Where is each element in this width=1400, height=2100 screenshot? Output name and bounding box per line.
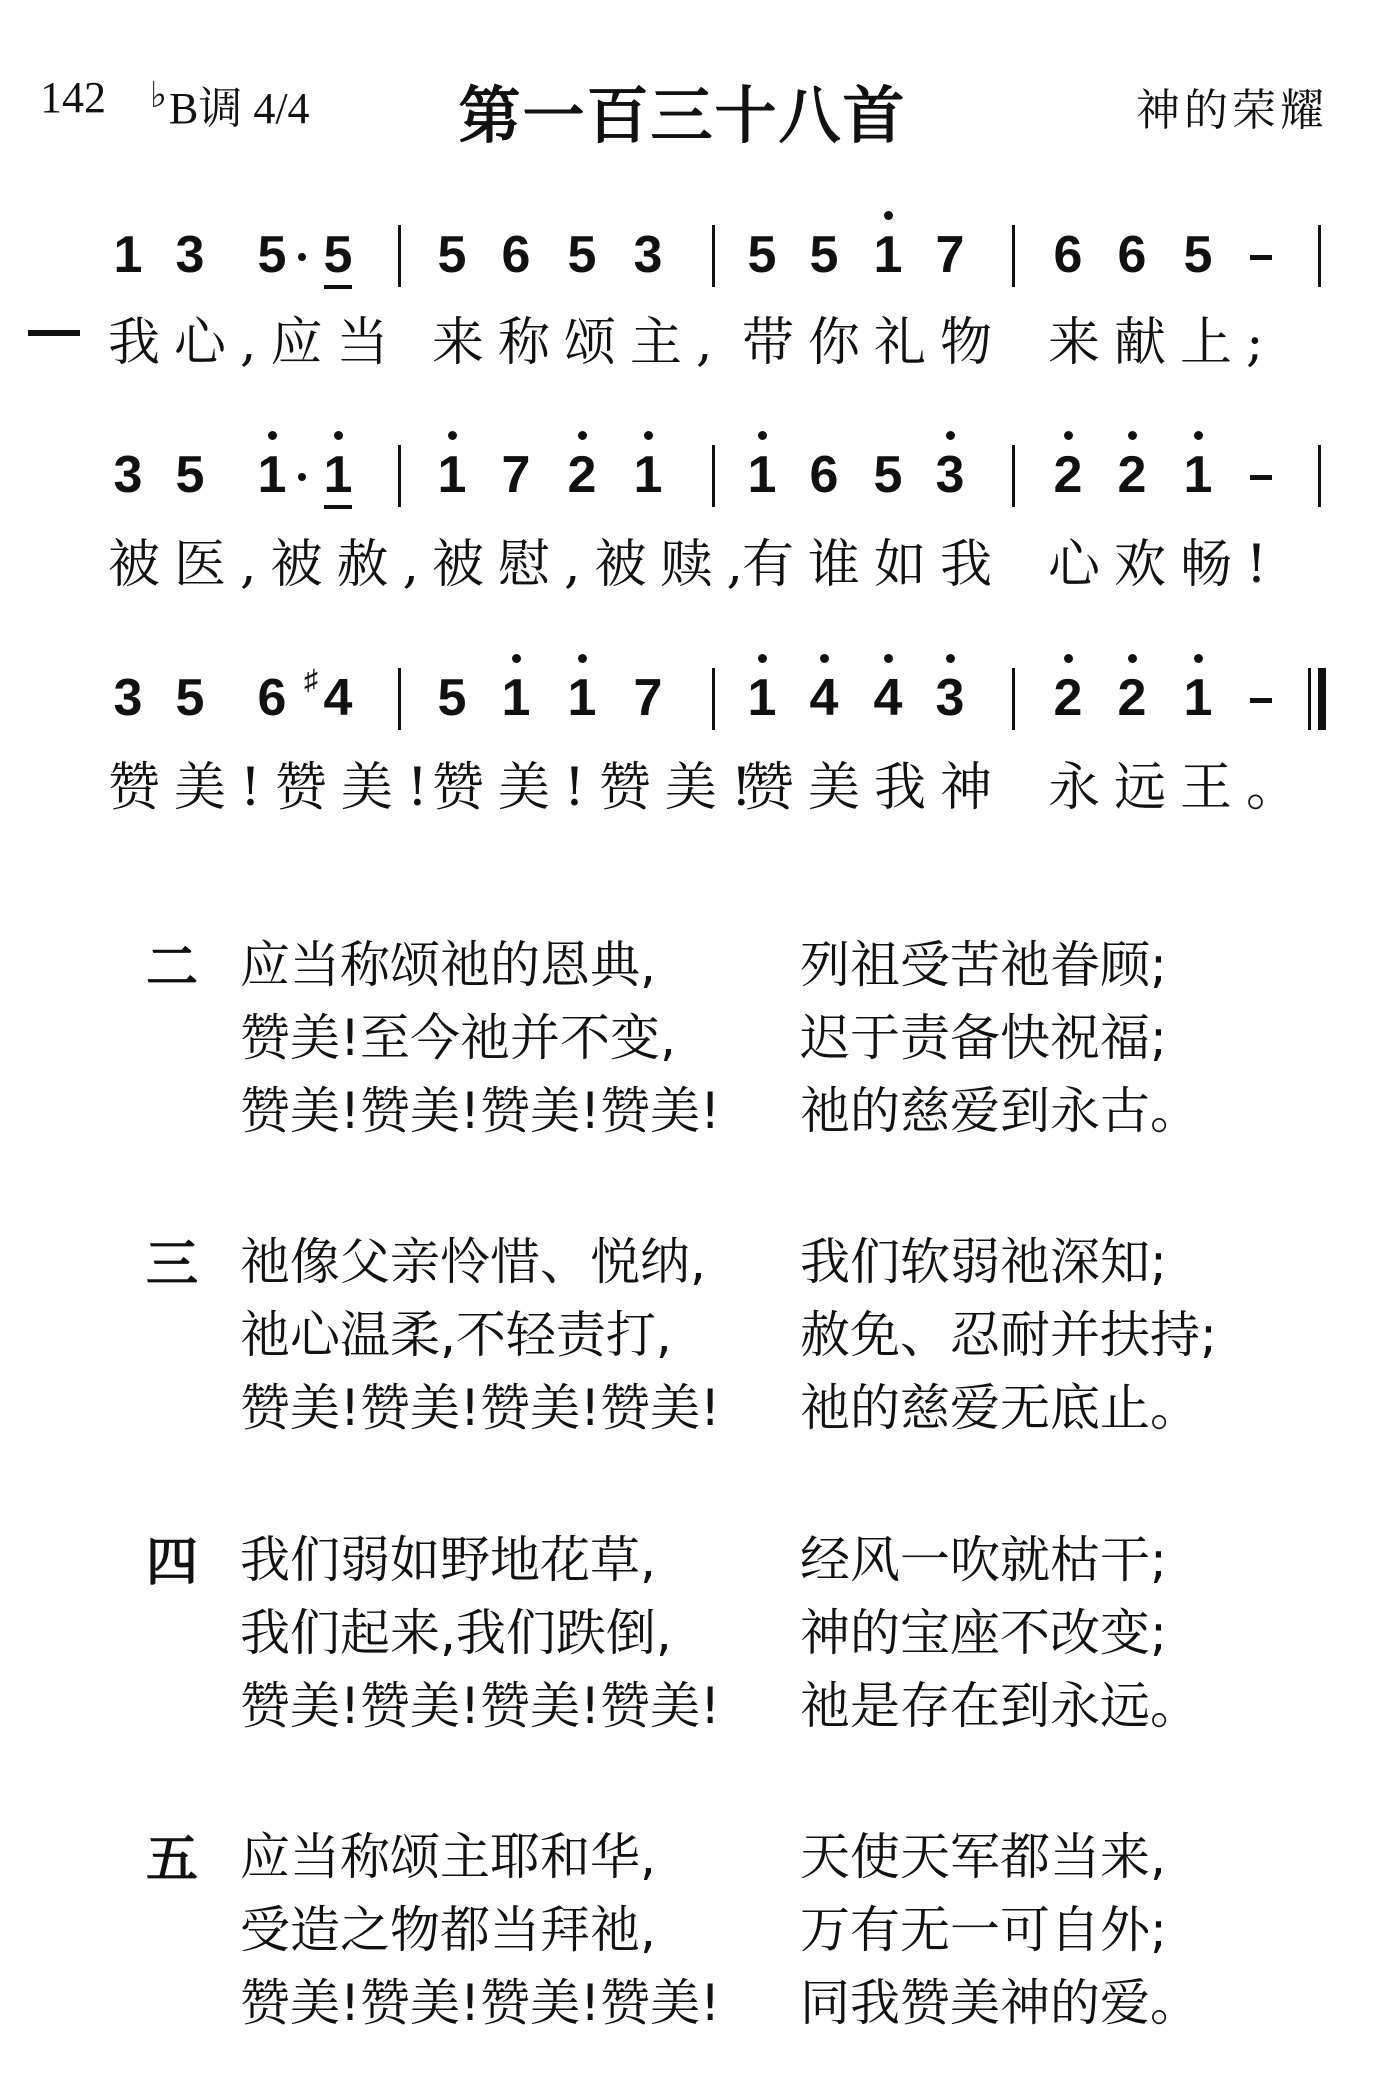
stanza-line: 应当称颂祂的恩典,	[240, 936, 656, 994]
note: 5	[1183, 226, 1213, 284]
note: 2	[1048, 668, 1088, 728]
note: 2	[1112, 668, 1152, 728]
barline	[398, 225, 401, 287]
note: 2	[1048, 445, 1088, 505]
barline	[1012, 668, 1015, 730]
hold-dash	[1250, 475, 1272, 480]
stanza-line: 万有无一可自外;	[800, 1901, 1167, 1959]
stanza-number: 四	[146, 1533, 199, 1593]
note: 1	[742, 445, 782, 505]
stanza-line: 同我赞美神的爱。	[800, 1974, 1200, 2032]
barline	[712, 445, 715, 507]
stanza-number: 二	[146, 938, 199, 998]
flat-symbol: ♭	[150, 75, 167, 115]
stanza-line: 列祖受苦祂眷顾;	[800, 936, 1167, 994]
note: 3	[930, 445, 970, 505]
note: 7	[501, 446, 531, 504]
note: ♯ 4	[318, 668, 358, 728]
key-and-time: B调 4/4	[168, 84, 310, 133]
note: 1	[496, 668, 536, 728]
stanza-line: 赞美!赞美!赞美!赞美!	[240, 1379, 721, 1437]
note: 5	[747, 226, 777, 284]
stanza-line: 赞美!赞美!赞美!赞美!	[240, 1082, 721, 1140]
note: 5	[437, 669, 467, 727]
stanza-line: 天使天军都当来,	[800, 1828, 1166, 1886]
note: 1	[432, 445, 472, 505]
stanza-line: 应当称颂主耶和华,	[240, 1828, 656, 1886]
note: 1	[1178, 445, 1218, 505]
note: 5	[873, 446, 903, 504]
barline	[712, 225, 715, 287]
lyric-line-3b: 赞美!赞美!	[432, 758, 766, 818]
stanza-line: 赞美!至今祂并不变,	[240, 1009, 676, 1067]
note: 6	[809, 446, 839, 504]
lyric-line-3d: 永远王。	[1048, 758, 1313, 818]
note: 3	[175, 226, 205, 284]
lyric-line-3a: 赞美!赞美!	[108, 758, 442, 818]
lyric-line-2d: 心欢畅!	[1048, 535, 1281, 595]
lyric-line-3c: 赞美我神	[742, 758, 1007, 818]
barline	[398, 668, 401, 730]
stanza-line: 我们起来,我们跌倒,	[240, 1604, 672, 1662]
page-number: 142	[40, 73, 106, 122]
dotted-rhythm	[298, 253, 306, 261]
barline	[712, 668, 715, 730]
note: 5	[175, 446, 205, 504]
lyric-line-2a: 被医,被赦,	[108, 535, 434, 595]
stanza-line: 我们软弱祂深知;	[800, 1233, 1167, 1291]
stanza-line: 祂的慈爱到永古。	[800, 1082, 1200, 1140]
stanza-line: 受造之物都当拜祂,	[240, 1901, 656, 1959]
lyric-line-2c: 有谁如我	[742, 535, 1007, 595]
note: 2	[1112, 445, 1152, 505]
note: 3	[113, 446, 143, 504]
verse-one-marker	[28, 330, 80, 336]
hymn-title: 第一百三十八首	[458, 79, 907, 152]
lyric-line-1d: 来献上;	[1048, 313, 1278, 373]
lyric-line-1b: 来称颂主,	[432, 313, 727, 373]
stanza-line: 祂心温柔,不轻责打,	[240, 1306, 672, 1364]
stanza-line: 祂的慈爱无底止。	[800, 1379, 1200, 1437]
note: 6	[257, 669, 287, 727]
note: 6	[501, 226, 531, 284]
note: 1	[1178, 668, 1218, 728]
note: 4	[804, 668, 844, 728]
stanza-line: 赞美!赞美!赞美!赞美!	[240, 1974, 721, 2032]
stanza-line: 神的宝座不改变;	[800, 1604, 1167, 1662]
barline	[1012, 225, 1015, 287]
lyric-line-1a: 我心,应当	[108, 313, 403, 373]
note: 3	[930, 668, 970, 728]
barline	[1318, 445, 1321, 507]
hold-dash	[1250, 255, 1272, 260]
note: 3	[113, 669, 143, 727]
note: 1	[628, 445, 668, 505]
stanza-line: 祂是存在到永远。	[800, 1677, 1200, 1735]
stanza-number: 三	[146, 1235, 199, 1295]
note: 3	[633, 226, 663, 284]
hymn-subject: 神的荣耀	[1136, 85, 1328, 136]
note: 1	[318, 445, 358, 505]
note: 2	[562, 445, 602, 505]
note: 1	[113, 226, 143, 284]
note: 1	[562, 668, 602, 728]
stanza-number: 五	[146, 1830, 199, 1890]
note: 6	[1053, 226, 1083, 284]
stanza-line: 赞美!赞美!赞美!赞美!	[240, 1677, 721, 1735]
sharp-symbol: ♯	[304, 664, 318, 695]
note: 4	[868, 668, 908, 728]
note: 6	[1117, 226, 1147, 284]
barline	[1318, 225, 1321, 287]
hold-dash	[1250, 698, 1272, 703]
note: 5	[257, 226, 287, 284]
lyric-line-2b: 被慰,被赎,	[432, 535, 758, 595]
dotted-rhythm	[298, 473, 306, 481]
note: 5	[437, 226, 467, 284]
stanza-line: 我们弱如野地花草,	[240, 1531, 656, 1589]
stanza-line: 赦免、忍耐并扶持;	[800, 1306, 1217, 1364]
barline	[398, 445, 401, 507]
final-barline-thick	[1318, 668, 1326, 730]
note: 7	[935, 226, 965, 284]
lyric-line-1c: 带你礼物	[742, 313, 1007, 373]
note: 1	[742, 668, 782, 728]
stanza-line: 经风一吹就枯干;	[800, 1531, 1167, 1589]
note: 1	[252, 445, 292, 505]
barline	[1012, 445, 1015, 507]
note: 5	[318, 225, 358, 285]
note: 5	[809, 226, 839, 284]
stanza-line: 迟于责备快祝福;	[800, 1009, 1167, 1067]
note: 7	[633, 669, 663, 727]
note: 5	[175, 669, 205, 727]
note: 5	[567, 226, 597, 284]
note: 1	[868, 225, 908, 285]
stanza-line: 祂像父亲怜惜、悦纳,	[240, 1233, 706, 1291]
final-barline-thin	[1308, 668, 1311, 730]
